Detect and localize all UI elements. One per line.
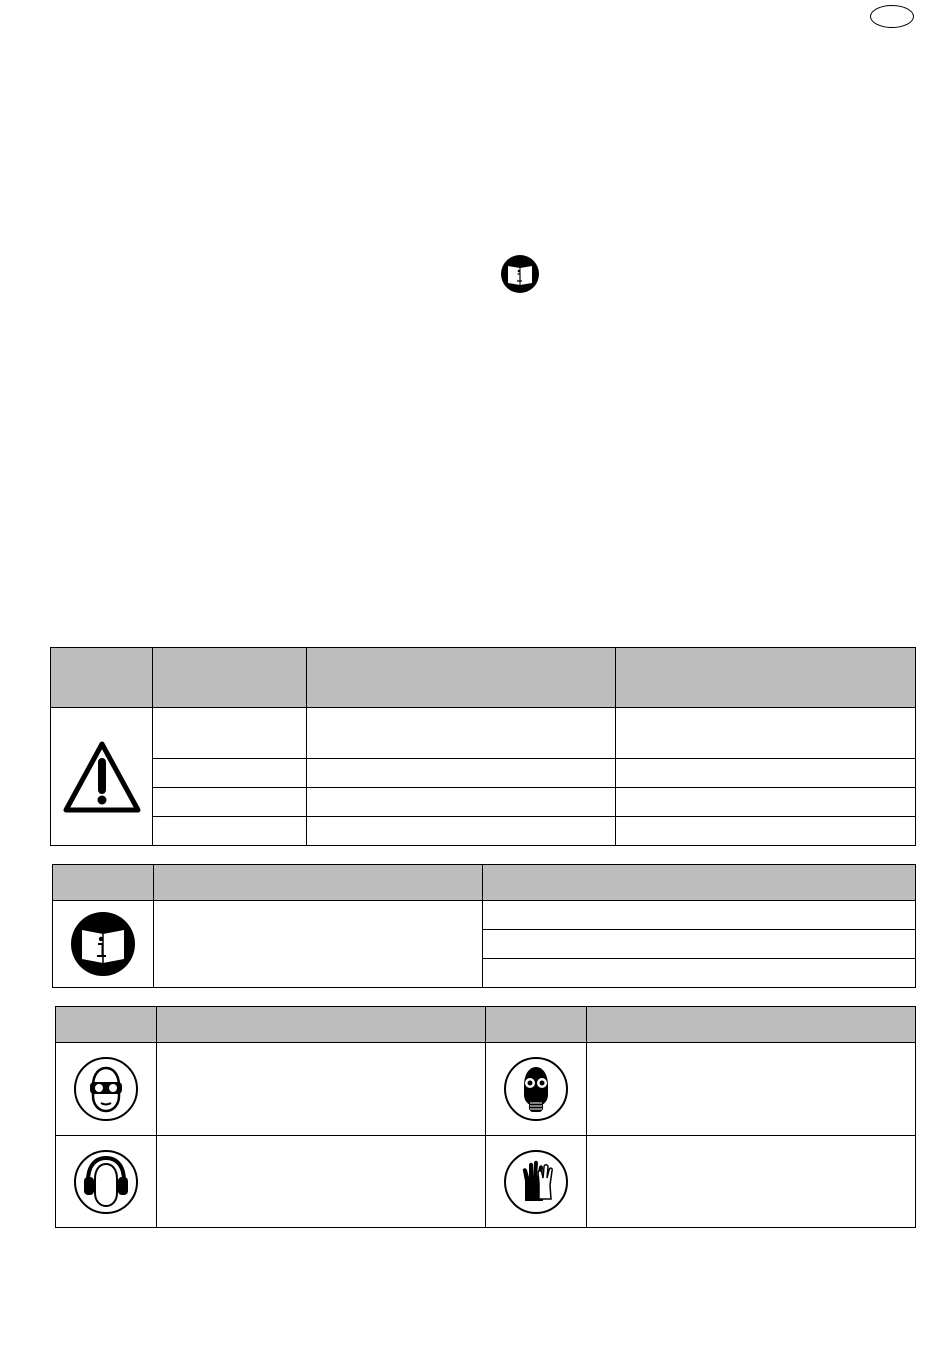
hazard-cell [616,817,916,846]
table-row [51,788,916,817]
hazard-cell [153,788,307,817]
ppe-description-cell [587,1043,916,1136]
read-manual-icon [500,254,540,294]
hazard-cell [616,788,916,817]
respirator-mask-icon [503,1056,569,1122]
manual-cell [483,959,916,988]
hazard-header-consequence [616,648,916,708]
manual-description-cell [154,901,483,988]
ppe-header-symbol-left [56,1007,157,1043]
hazard-cell [307,759,616,788]
manual-header-meaning [154,865,483,901]
hazard-symbol-cell [51,708,153,846]
ppe-table [55,1006,916,1228]
hazard-cell [307,817,616,846]
ppe-symbol-cell [486,1043,587,1136]
ppe-header-meaning-left [157,1007,486,1043]
ppe-description-cell [157,1136,486,1228]
ppe-symbol-cell [486,1136,587,1228]
hazard-cell [616,708,916,759]
hazard-cell [307,708,616,759]
manual-header-notes [483,865,916,901]
table-row [51,759,916,788]
table-row [53,901,916,930]
hazard-header-meaning [307,648,616,708]
manual-symbol-cell [53,901,154,988]
read-manual-icon [69,910,137,978]
protective-gloves-icon [503,1149,569,1215]
ppe-header-symbol-right [486,1007,587,1043]
hazard-cell [307,788,616,817]
hazard-header-symbol [51,648,153,708]
table-row [51,708,916,759]
warning-triangle-icon [62,740,142,814]
manual-cell [483,930,916,959]
ppe-symbol-cell [56,1043,157,1136]
manual-table [52,864,916,988]
language-badge [870,5,914,28]
ppe-symbol-cell [56,1136,157,1228]
hazard-cell [616,759,916,788]
hazard-cell [153,817,307,846]
table-row [56,1043,916,1136]
ppe-description-cell [587,1136,916,1228]
hazard-header-signal-word [153,648,307,708]
manual-header-symbol [53,865,154,901]
hazard-cell [153,759,307,788]
hazard-cell [153,708,307,759]
safety-goggles-icon [73,1056,139,1122]
hazard-table [50,647,916,846]
table-row [51,817,916,846]
ppe-header-meaning-right [587,1007,916,1043]
table-row [56,1136,916,1228]
ear-protection-icon [73,1149,139,1215]
manual-cell [483,901,916,930]
ppe-description-cell [157,1043,486,1136]
